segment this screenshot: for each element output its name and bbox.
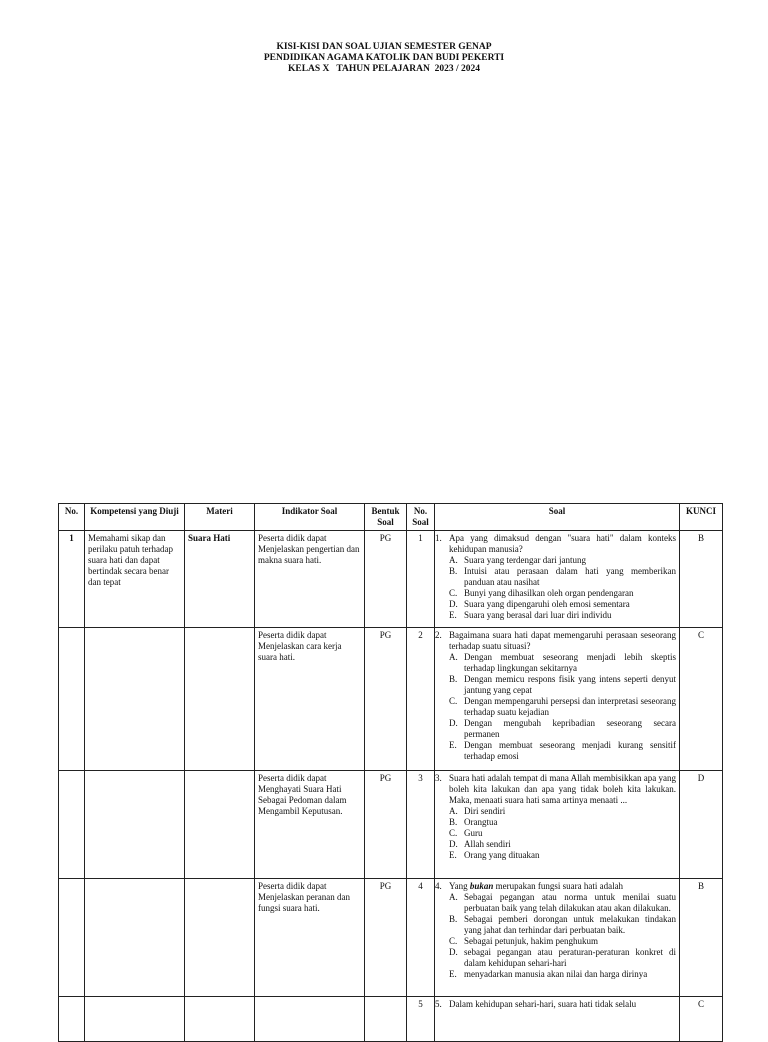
row-bentuk: PG	[365, 531, 407, 628]
row-no-soal: 1	[407, 531, 435, 628]
question-number: 3.	[435, 773, 442, 783]
option-text: menyadarkan manusia akan nilai dan harga dirinya	[464, 969, 648, 979]
table-row	[59, 531, 723, 628]
option-text: Orangtua	[464, 817, 498, 827]
row-kunci: B	[680, 879, 723, 997]
row-kompetensi: Memahami sikap dan perilaku patuh terhadap suara hati dan dapat bertindak secara benar dan tepat	[85, 531, 185, 628]
option-letter: A.	[449, 555, 458, 565]
option-e	[449, 969, 676, 980]
option-c	[449, 696, 676, 718]
option-text: Bunyi yang dihasilkan oleh organ pendengaran	[464, 588, 634, 598]
table-row	[59, 628, 723, 771]
option-text: Dengan mempengaruhi persepsi dan interpretasi seseorang terhadap suatu kejadian	[464, 696, 676, 717]
option-e	[449, 610, 676, 621]
row-no-soal: 3	[407, 771, 435, 879]
header-soal: Soal	[435, 504, 680, 531]
document-header	[0, 42, 768, 75]
row-indikator: Peserta didik dapat Menjelaskan cara kerja suara hati.	[255, 628, 365, 771]
question-text: Apa yang dimaksud dengan "suara hati" dalam konteks kehidupan manusia?	[449, 533, 676, 554]
question-number: 2.	[435, 630, 442, 640]
row-no	[59, 879, 85, 997]
option-letter: A.	[449, 652, 458, 662]
option-text: Suara yang berasal dari luar diri individu	[464, 610, 612, 620]
option-letter: A.	[449, 892, 458, 902]
header-materi: Materi	[185, 504, 255, 531]
option-text: Suara yang dipengaruhi oleh emosi sementara	[464, 599, 630, 609]
row-bentuk: PG	[365, 628, 407, 771]
option-text: Dengan memicu respons fisik yang intens seperti denyut jantung yang cepat	[464, 674, 676, 695]
option-a	[449, 892, 676, 914]
option-letter: E.	[449, 969, 457, 979]
row-soal	[435, 628, 680, 771]
table-row	[59, 879, 723, 997]
header-bentuk: Bentuk Soal	[365, 504, 407, 531]
option-letter: E.	[449, 740, 457, 750]
question-emphasis: bukan	[469, 881, 494, 891]
option-letter: C.	[449, 936, 458, 946]
row-soal	[435, 879, 680, 997]
row-no-soal: 5	[407, 997, 435, 1042]
option-letter: C.	[449, 696, 458, 706]
row-kompetensi	[85, 879, 185, 997]
option-text: Sebagai pegangan atau norma untuk menilai suatu perbuatan baik yang telah dilakukan atau akan dilakukan.	[464, 892, 676, 913]
row-no	[59, 628, 85, 771]
option-text: Guru	[464, 828, 483, 838]
option-b	[449, 674, 676, 696]
row-soal	[435, 531, 680, 628]
option-a	[449, 652, 676, 674]
option-d	[449, 718, 676, 740]
table-row	[59, 997, 723, 1042]
header-no-soal: No. Soal	[407, 504, 435, 531]
question-text: Suara hati adalah tempat di mana Allah membisikkan apa yang boleh kita lakukan dan apa yang tidak boleh kita lakukan. Maka, menaati suara hati sama artinya menaati ...	[449, 773, 676, 805]
row-kunci: C	[680, 628, 723, 771]
question-text: Dalam kehidupan sehari-hari, suara hati tidak selalu	[449, 999, 637, 1009]
option-letter: A.	[449, 806, 458, 816]
header-indikator: Indikator Soal	[255, 504, 365, 531]
option-text: Dengan membuat seseorang menjadi kurang sensitif terhadap emosi	[464, 740, 676, 761]
row-indikator: Peserta didik dapat Menjelaskan pengertian dan makna suara hati.	[255, 531, 365, 628]
option-b	[449, 914, 676, 936]
row-kunci: B	[680, 531, 723, 628]
row-bentuk: PG	[365, 771, 407, 879]
option-text: Allah sendiri	[464, 839, 511, 849]
option-text: Intuisi atau perasaan dalam hati yang memberikan panduan atau nasihat	[464, 566, 676, 587]
option-text: Dengan membuat seseorang menjadi lebih skeptis terhadap lingkungan sekitarnya	[464, 652, 676, 673]
option-d	[449, 947, 676, 969]
row-bentuk: PG	[365, 879, 407, 997]
option-c	[449, 828, 676, 839]
option-text: Sebagai petunjuk, hakim penghukum	[464, 936, 598, 946]
row-materi: Suara Hati	[185, 531, 255, 628]
header-line-3: KELAS X TAHUN PELAJARAN 2023 / 2024	[287, 64, 481, 74]
header-kunci: KUNCI	[680, 504, 723, 531]
row-no: 1	[59, 531, 85, 628]
option-letter: E.	[449, 850, 457, 860]
option-letter: B.	[449, 817, 458, 827]
option-a	[449, 806, 676, 817]
option-letter: D.	[449, 599, 458, 609]
option-letter: B.	[449, 566, 458, 576]
question-text: Bagaimana suara hati dapat memengaruhi perasaan seseorang terhadap suatu situasi?	[449, 630, 676, 651]
option-c	[449, 936, 676, 947]
option-letter: C.	[449, 828, 458, 838]
row-kunci: C	[680, 997, 723, 1042]
row-no-soal: 2	[407, 628, 435, 771]
option-text: Dengan mengubah kepribadian seseorang secara permanen	[464, 718, 676, 739]
row-kompetensi	[85, 628, 185, 771]
question-text	[449, 881, 676, 892]
question-number: 1.	[435, 533, 442, 543]
row-no	[59, 771, 85, 879]
header-kompetensi: Kompetensi yang Diuji	[85, 504, 185, 531]
row-materi	[185, 997, 255, 1042]
row-soal	[435, 997, 680, 1042]
header-no: No.	[59, 504, 85, 531]
option-d	[449, 839, 676, 850]
option-text: sebagai pegangan atau peraturan-peraturan konkret di dalam kehidupan sehari-hari	[464, 947, 676, 968]
table-header-row	[59, 504, 723, 531]
option-text: Diri sendiri	[464, 806, 506, 816]
exam-grid-table	[58, 503, 723, 1042]
option-e	[449, 740, 676, 762]
header-line-2: PENDIDIKAN AGAMA KATOLIK DAN BUDI PEKERTI	[263, 53, 505, 63]
row-indikator: Peserta didik dapat Menghayati Suara Hati Sebagai Pedoman dalam Mengambil Keputusan.	[255, 771, 365, 879]
row-no	[59, 997, 85, 1042]
question-text-pre: Yang	[449, 881, 470, 891]
option-text: Suara yang terdengar dari jantung	[464, 555, 586, 565]
row-indikator: Peserta didik dapat Menjelaskan peranan dan fungsi suara hati.	[255, 879, 365, 997]
option-letter: D.	[449, 718, 458, 728]
question-number: 5.	[435, 999, 442, 1009]
option-letter: D.	[449, 839, 458, 849]
row-materi	[185, 879, 255, 997]
option-letter: D.	[449, 947, 458, 957]
option-b	[449, 566, 676, 588]
table-row	[59, 771, 723, 879]
option-a	[449, 555, 676, 566]
row-bentuk	[365, 997, 407, 1042]
row-soal	[435, 771, 680, 879]
question-number: 4.	[435, 881, 442, 891]
header-line-1: KISI-KISI DAN SOAL UJIAN SEMESTER GENAP	[276, 42, 492, 52]
option-letter: E.	[449, 610, 457, 620]
option-letter: C.	[449, 588, 458, 598]
row-no-soal: 4	[407, 879, 435, 997]
option-letter: B.	[449, 914, 458, 924]
row-kunci: D	[680, 771, 723, 879]
option-e	[449, 850, 676, 861]
row-materi	[185, 628, 255, 771]
option-d	[449, 599, 676, 610]
row-kompetensi	[85, 771, 185, 879]
row-indikator	[255, 997, 365, 1042]
option-b	[449, 817, 676, 828]
question-text-post: merupakan fungsi suara hati adalah	[493, 881, 624, 891]
option-letter: B.	[449, 674, 458, 684]
row-kompetensi	[85, 997, 185, 1042]
option-text: Orang yang dituakan	[464, 850, 540, 860]
option-text: Sebagai pemberi dorongan untuk melakukan tindakan yang jahat dan terhindar dari perbuatan baik.	[464, 914, 676, 935]
row-materi	[185, 771, 255, 879]
option-c	[449, 588, 676, 599]
